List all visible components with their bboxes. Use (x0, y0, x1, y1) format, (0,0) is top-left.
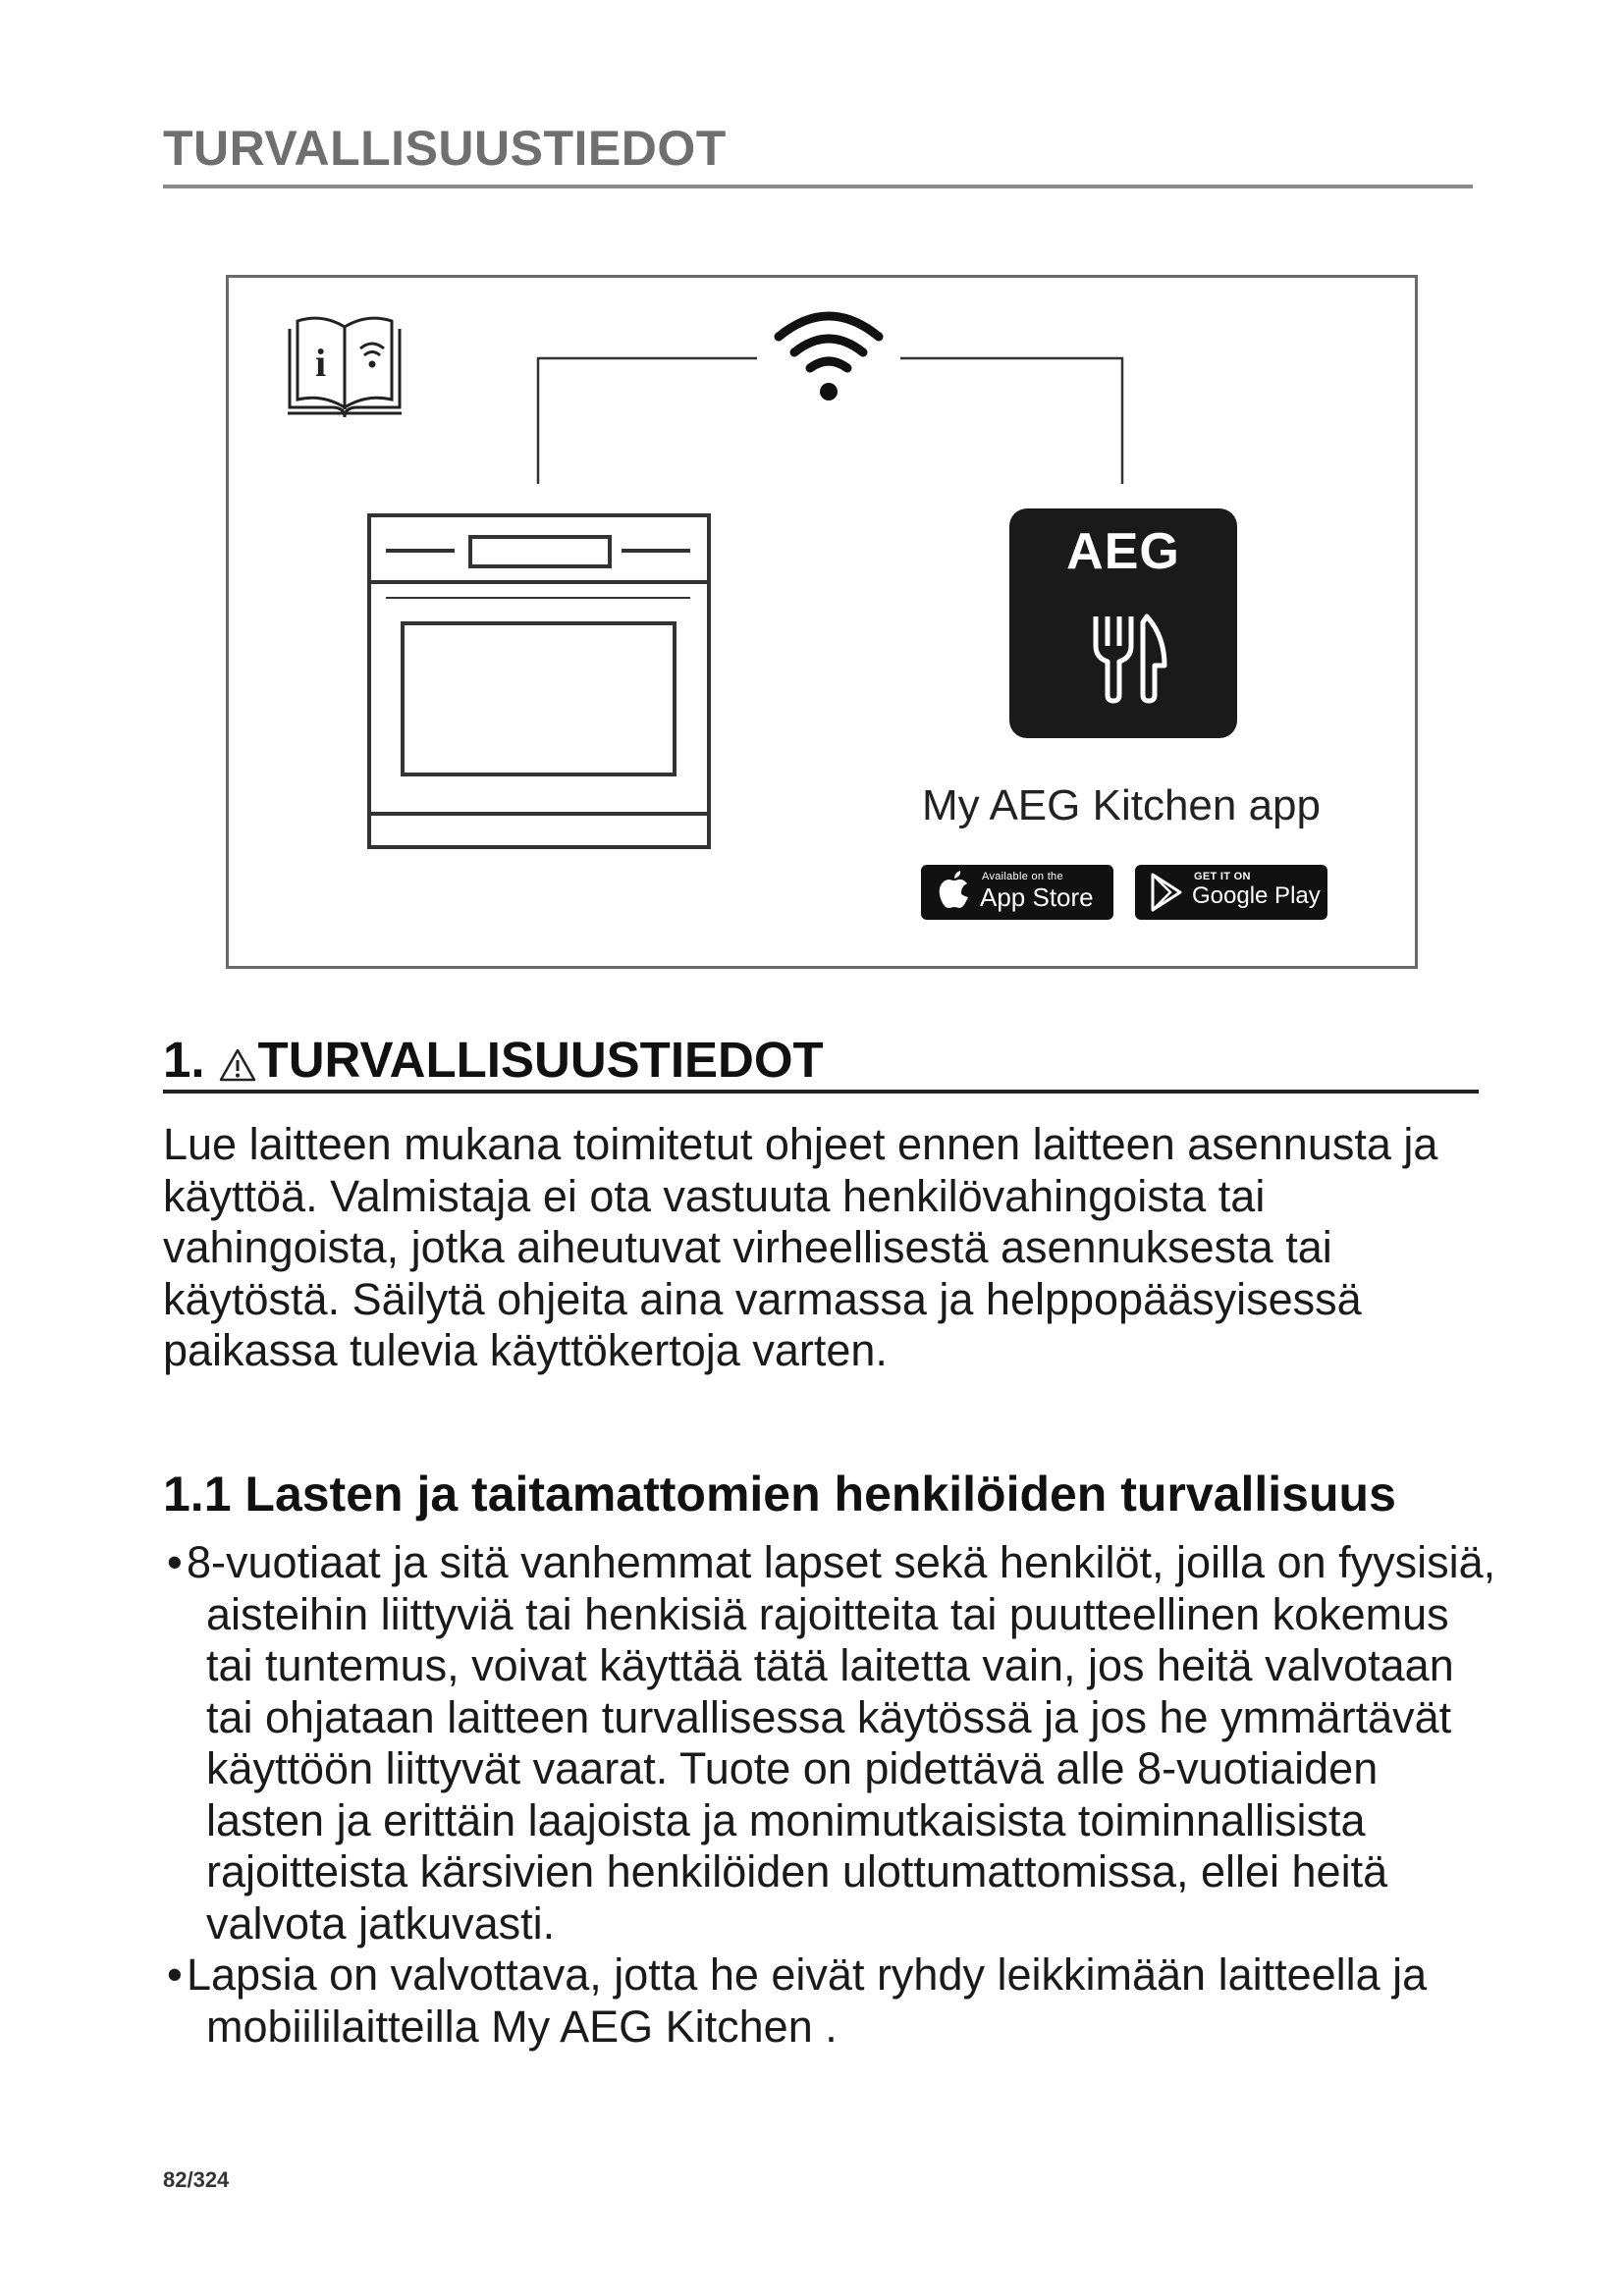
page-header-title: TURVALLISUUSTIEDOT (163, 121, 727, 176)
google-play-icon (1147, 871, 1186, 914)
section-number: 1. (163, 1032, 205, 1088)
page-number: 82/324 (163, 2167, 230, 2192)
google-play-badge[interactable] (1135, 865, 1327, 920)
header-divider (163, 185, 1473, 188)
svg-text:i: i (315, 341, 327, 385)
list-item (163, 1537, 1498, 1949)
app-name-label: My AEG Kitchen app (922, 781, 1321, 829)
aeg-logo-text: AEG (1066, 523, 1180, 580)
aeg-app-logo-icon (1009, 508, 1237, 738)
section-divider (163, 1090, 1479, 1094)
google-play-big-label: Google Play (1192, 882, 1321, 909)
warning-icon (219, 1037, 256, 1095)
safety-bullet-list (163, 1537, 1498, 2053)
subsection-title: 1.1 Lasten ja taitamattomien henkilöiden turvallisuus (163, 1467, 1396, 1522)
bullet-text: 8-vuotiaat ja sitä vanhemmat lapset sekä henkilöt, joilla on fyysisiä, aisteihin liittyviä tai henkisiä rajoitteita tai puutteellinen kokemus tai tuntemus, voivat käyttää tätä laitetta vain, jos heitä valvotaan tai ohjataan laitteen turvallisessa käytössä ja jos he ymmärtävät käyttöön liittyvät vaarat. Tuote on pidettävä alle 8-vuotiaiden lasten ja erittäin laajoista ja monimutkaisista toiminnallisista rajoitteista kärsivien henkilöiden ulottumattomissa, ellei heitä valvota jatkuvasti. (187, 1537, 1496, 1949)
list-item (163, 1949, 1498, 2053)
manual-info-wifi-icon (288, 318, 402, 417)
connection-lines (538, 358, 1122, 484)
section-title (163, 1031, 824, 1095)
oven-icon (369, 515, 709, 847)
bullet-dot: • (167, 1537, 183, 1587)
app-store-badge[interactable] (921, 865, 1113, 920)
fork-knife-icon (1009, 508, 1237, 738)
bullet-text: Lapsia on valvottava, jotta he eivät ryhdy leikkimään laitteella ja mobiililaitteilla My AEG Kitchen . (187, 1949, 1428, 2052)
app-store-big-label: App Store (980, 882, 1094, 912)
connectivity-figure (226, 275, 1418, 969)
wifi-icon (779, 316, 879, 400)
bullet-dot: • (167, 1949, 183, 2000)
app-store-small-label: Available on the (982, 871, 1063, 882)
google-play-small-label: GET IT ON (1194, 871, 1251, 882)
apple-icon (935, 871, 974, 914)
section-title-text: TURVALLISUUSTIEDOT (257, 1032, 824, 1088)
intro-paragraph: Lue laitteen mukana toimitetut ohjeet ennen laitteen asennusta ja käyttöä. Valmistaja ei ota vastuuta henkilövahingoista tai vahingoista, jotka aiheutuvat virheellisestä asennuksesta tai käytöstä. Säilytä ohjeita aina varmassa ja helppopääsyisessä paikassa tulevia käyttökertoja varten. (163, 1119, 1438, 1375)
